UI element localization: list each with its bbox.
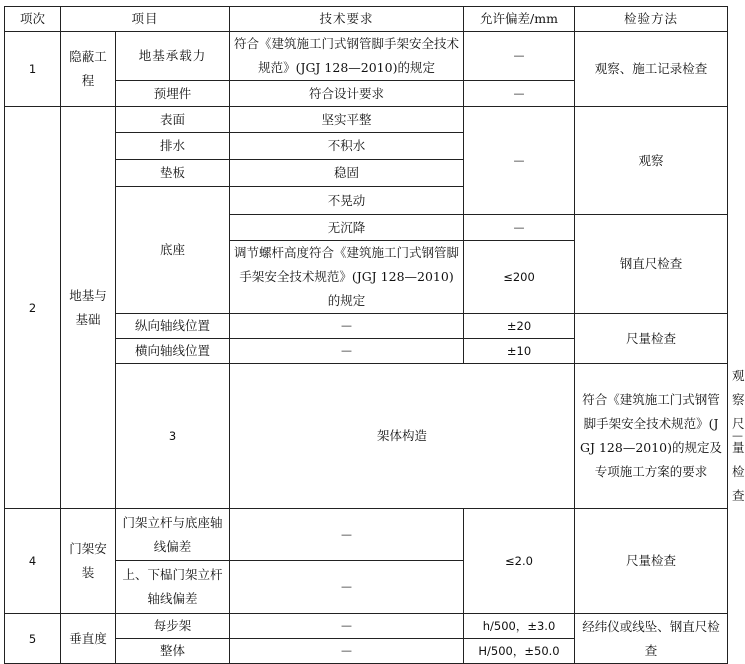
item-name: 架体构造	[230, 364, 575, 509]
tolerance-cell: —	[464, 32, 575, 81]
table-row	[5, 614, 728, 639]
table-row	[5, 32, 728, 81]
item-name: 垫板	[116, 160, 230, 187]
item-name: 每步架	[116, 614, 230, 639]
requirement-cell: 符合《建筑施工门式钢管脚手架安全技术规范》(JGJ 128—2010)的规定及专项施工方案的要求	[575, 364, 728, 509]
requirement-cell: 坚实平整	[230, 107, 464, 133]
requirement-cell: 符合《建筑施工门式钢管脚手架安全技术规范》(JGJ 128—2010)的规定	[230, 32, 464, 81]
method-cell: 观察	[575, 107, 728, 215]
requirement-cell: 不积水	[230, 133, 464, 160]
tolerance-cell: —	[464, 215, 575, 241]
requirement-cell: —	[230, 561, 464, 614]
requirement-cell: 不晃动	[230, 187, 464, 215]
item-name: 横向轴线位置	[116, 339, 230, 364]
method-cell: 钢直尺检查	[575, 215, 728, 314]
table-row: 3 架体构造 符合《建筑施工门式钢管脚手架安全技术规范》(JGJ 128—2010)的规定及专项施工方案的要求 — 观察 尺量检查	[5, 364, 728, 509]
tolerance-cell: H/500，±50.0	[464, 639, 575, 664]
item-name: 表面	[116, 107, 230, 133]
requirement-cell: 稳固	[230, 160, 464, 187]
header-tolerance: 允许偏差/mm	[464, 7, 575, 32]
row-number: 2	[5, 107, 61, 509]
tolerance-cell: ≤200	[464, 241, 575, 314]
inspection-table	[4, 6, 745, 664]
item-name: 排水	[116, 133, 230, 160]
requirement-cell: 符合设计要求	[230, 81, 464, 107]
item-group: 门架安装	[61, 509, 116, 614]
header-method: 检验方法	[575, 7, 728, 32]
row-number: 5	[5, 614, 61, 664]
item-name: 整体	[116, 639, 230, 664]
item-name: 底座	[116, 187, 230, 314]
header-row	[5, 7, 728, 32]
tolerance-cell: —	[464, 107, 575, 215]
tolerance-cell: ≤2.0	[464, 509, 575, 614]
item-group: 垂直度	[61, 614, 116, 664]
tolerance-cell: —	[464, 81, 575, 107]
method-cell: 经纬仪或线坠、钢直尺检查	[575, 614, 728, 664]
tolerance-cell: ±20	[464, 314, 575, 339]
header-requirement: 技术要求	[230, 7, 464, 32]
tolerance-cell: h/500，±3.0	[464, 614, 575, 639]
requirement-cell: —	[230, 509, 464, 561]
requirement-cell: —	[230, 339, 464, 364]
header-no: 项次	[5, 7, 61, 32]
requirement-cell: —	[230, 614, 464, 639]
item-name: 纵向轴线位置	[116, 314, 230, 339]
table-row	[5, 509, 728, 561]
method-cell: 尺量检查	[575, 314, 728, 364]
tolerance-cell: ±10	[464, 339, 575, 364]
row-number: 1	[5, 32, 61, 107]
row-number: 4	[5, 509, 61, 614]
item-group: 地基与基础	[61, 107, 116, 509]
item-name: 预埋件	[116, 81, 230, 107]
table-row	[5, 107, 728, 133]
method-cell: 观察、施工记录检查	[575, 32, 728, 107]
requirement-cell: —	[230, 639, 464, 664]
item-name: 上、下榀门架立杆轴线偏差	[116, 561, 230, 614]
requirement-cell: —	[230, 314, 464, 339]
requirement-cell: 调节螺杆高度符合《建筑施工门式钢管脚手架安全技术规范》(JGJ 128—2010)的规定	[230, 241, 464, 314]
header-item: 项目	[61, 7, 230, 32]
row-number: 3	[116, 364, 230, 509]
item-name: 地基承载力	[116, 32, 230, 81]
requirement-cell: 无沉降	[230, 215, 464, 241]
item-name: 门架立杆与底座轴线偏差	[116, 509, 230, 561]
method-cell: 尺量检查	[575, 509, 728, 614]
item-group: 隐蔽工程	[61, 32, 116, 107]
